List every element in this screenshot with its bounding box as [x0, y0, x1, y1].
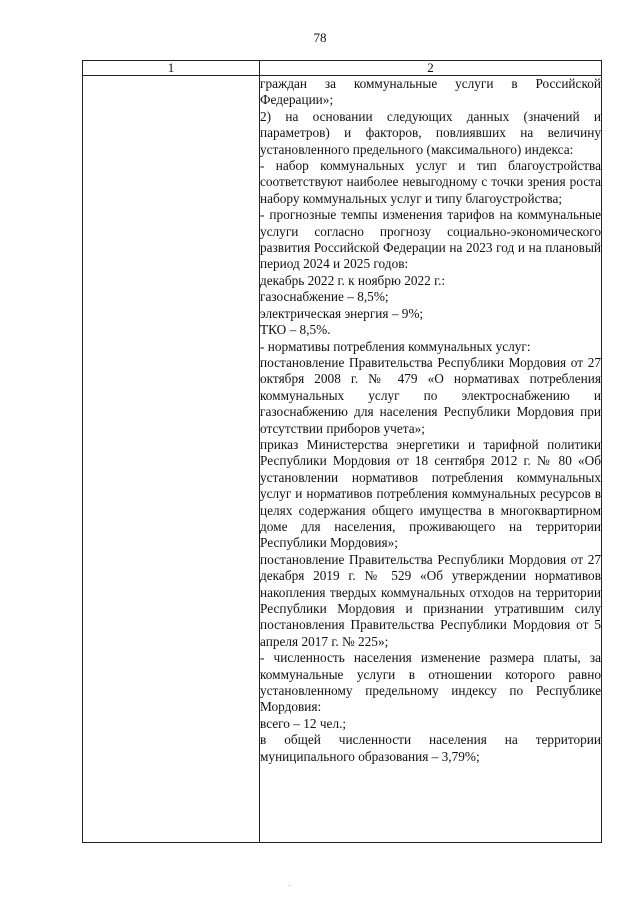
- paragraph-9: - нормативы потребления коммунальных услуг:: [260, 338, 531, 354]
- paragraph-13: - численность населения изменение размера платы, за коммунальные услуги в отношении которого равно установленному предельному индексу по Республике Мордовия:: [260, 650, 601, 715]
- paragraph-3: - набор коммунальных услуг и тип благоустройства соответствуют наиболее невыгодному с точки зрения роста набору коммунальных услуг и типу благоустройства;: [260, 158, 601, 206]
- paragraph-8: ТКО – 8,5%.: [260, 322, 331, 338]
- paragraph-11: приказ Министерства энергетики и тарифной политики Республики Мордовия от 18 сентября 2012 г. № 80 «Об установлении нормативов потребления коммунальных услуг и нормативов потребления коммунальных ресурсов в целях содержания общего имущества в многоквартирном доме для населения, проживающего на территории Республики Мордовия»;: [260, 436, 601, 551]
- paragraph-4: - прогнозные темпы изменения тарифов на коммунальные услуги согласно прогнозу социально-экономического развития Российской Федерации на 2023 год и на плановый период 2024 и 2025 годов:: [260, 207, 601, 272]
- paragraph-5: декабрь 2022 г. к ноябрю 2022 г.:: [260, 272, 446, 288]
- paragraph-7: электрическая энергия – 9%;: [260, 305, 424, 321]
- paragraph-10: постановление Правительства Республики Мордовия от 27 октября 2008 г. № 479 «О нормативах потребления коммунальных услуг по электроснабжению и газоснабжению для населения Республики Мордовия при отсутствии приборов учета»;: [260, 354, 601, 436]
- document-table: [82, 60, 602, 843]
- paragraph-2: 2) на основании следующих данных (значений и параметров) и факторов, повлиявших на величину установленного предельного (максимального) индекса:: [260, 108, 601, 157]
- column-2-cell: [260, 76, 602, 843]
- paragraph-1: граждан за коммунальные услуги в Российской Федерации»;: [260, 76, 601, 108]
- paragraph-6: газоснабжение – 8,5%;: [260, 289, 389, 305]
- table-header-row: [83, 61, 602, 76]
- paragraph-14: всего – 12 чел.;: [260, 715, 347, 731]
- scan-mark: ˙: [288, 884, 291, 892]
- paragraph-15: в общей численности населения на территории муниципального образования – 3,79%;: [260, 732, 601, 764]
- paragraph-12: постановление Правительства Республики Мордовия от 27 декабря 2019 г. № 529 «Об утверждении нормативов накопления твердых коммунальных отходов на территории Республики Мордовия и признании утратившим силу постановления Правительства Республики Мордовия от 5 апреля 2017 г. № 225»;: [260, 551, 601, 649]
- column-1-cell: [83, 76, 260, 843]
- page-number: 78: [313, 30, 327, 45]
- table-row: [83, 76, 602, 843]
- column-header-2: 2: [260, 61, 602, 76]
- column-header-1: 1: [83, 61, 260, 76]
